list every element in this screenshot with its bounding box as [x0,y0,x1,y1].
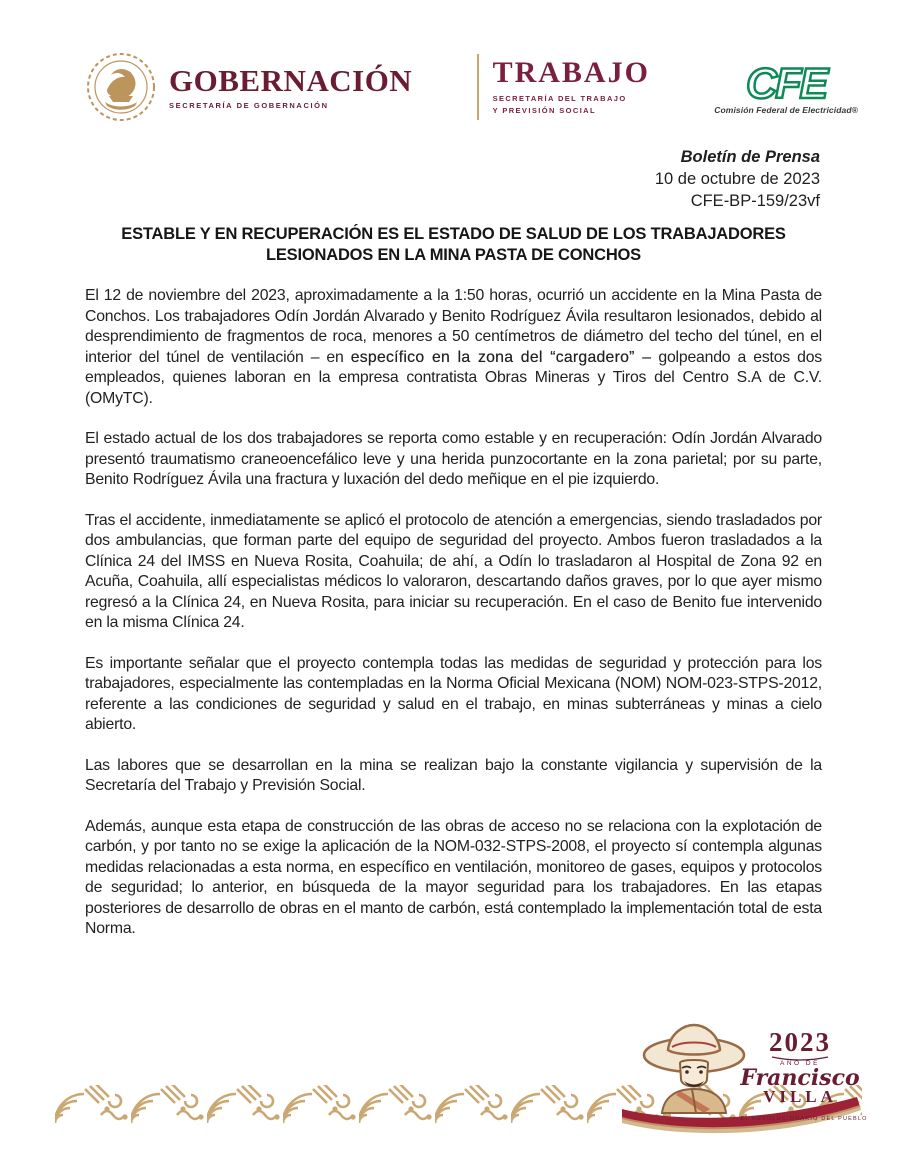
logo-divider [477,54,479,120]
francisco-villa-emblem [622,1017,872,1137]
villa-portrait-icon [644,1025,744,1113]
mexico-eagle-seal-icon [85,50,157,124]
paragraph-6: Además, aunque esta etapa de construcción de las obras de acceso no se relaciona con la explotación de carbón, y por tanto no se exige la aplicación de la NOM-032-STPS-2008, el proyecto sí contempla algunas medidas relacionadas a esta norma, en específico en ventilación, monitoreo de gases, equipos y protocolos de seguridad; lo anterior, en búsqueda de la mayor seguridad para los trabajadores. En las etapas posteriores de desarrollo de obras en el manto de carbón, está contemplado la implementación total de esta Norma. [85,817,822,937]
document-title-line2: LESIONADOS EN LA MINA PASTA DE CONCHOS [266,246,641,264]
document-title [85,224,822,266]
paragraph-1-emphasis: específico en la zona del “cargadero” – [350,348,652,366]
bulletin-meta [655,146,820,212]
trabajo-text [493,58,650,116]
bulletin-date: 10 de octubre de 2023 [654,170,820,188]
cfe-subtitle: Comisión Federal de Electricidad® [714,105,858,116]
paragraph-1 [85,286,822,409]
bulletin-reference: CFE-BP-159/23vf [690,192,820,210]
document-body [85,286,822,960]
trabajo-logo [477,54,650,120]
villa-ano-de: AÑO DE [780,1060,820,1067]
gobernacion-subtitle: SECRETARÍA DE GOBERNACIÓN [169,100,329,110]
cfe-logo [714,59,858,116]
villa-year: 2023 [769,1027,831,1057]
villa-name-script: Francisco [740,1065,860,1091]
paragraph-1-part3: golpeando a estos dos empleados, quienes laboran en la empresa contratista Obras Mineras y Tiros del Centro S.A de C.V. (OMyTC). [85,348,822,407]
paragraph-4: Es importante señalar que el proyecto contempla todas las medidas de seguridad y protección para los trabajadores, especialmente las contempladas en la Norma Oficial Mexicana (NOM) NOM-023-STPS-2012, referente a las condiciones de seguridad y salud en el trabajo, en minas subterráneas y minas a cielo abierto. [85,654,822,733]
trabajo-subtitle-line2: Y PREVISIÓN SOCIAL [492,105,596,115]
paragraph-2: El estado actual de los dos trabajadores se reporta como estable y en recuperación: Odín Jordán Alvarado presentó traumatismo craneoencefálico leve y una herida punzocortante en la zona parietal; por su parte, Benito Rodríguez Ávila una fractura y luxación del dedo meñique en el pie izquierdo. [85,430,822,488]
gobernacion-title: GOBERNACIÓN [169,62,413,98]
paragraph-1-part1: El 12 de noviembre del 2023, aproximadamente a la 1:50 horas, ocurrió un accidente en la Mina Pasta de Conchos. Los trabajadores Odín Jordán Alvarado y Benito Rodríguez Ávila resultaron lesionados, debido al desprendimiento de fragmentos de roca, menores a 50 centímetros de diámetro del techo del túnel, en el interior del túnel de ventilación – en [85,287,822,366]
cfe-title: CFE [746,59,827,108]
header [85,50,858,124]
trabajo-subtitle [493,93,650,116]
paragraph-3: Tras el accidente, inmediatamente se aplicó el protocolo de atención a emergencias, siendo trasladados por dos ambulancias, que forman parte del equipo de seguridad del proyecto. Ambos fueron trasladados a la Clínica 24 del IMSS en Nueva Rosita, Coahuila; de ahí, a Odín lo trasladaron al Hospital de Zona 92 en Acuña, Coahuila, allí especialistas médicos lo valoraron, descartando daños graves, por lo que ayer mismo regresó a la Clínica 24, en Nueva Rosita, para iniciar su recuperación. En el caso de Benito fue intervenido en la misma Clínica 24. [85,511,822,631]
villa-tagline: EL REVOLUCIONARIO DEL PUEBLO [740,1116,868,1122]
document-title-line1: ESTABLE Y EN RECUPERACIÓN ES EL ESTADO DE SALUD DE LOS TRABAJADORES [121,225,786,243]
gobernacion-logo [85,50,412,124]
trabajo-title: TRABAJO [492,56,650,90]
bulletin-label: Boletín de Prensa [680,148,820,166]
gobernacion-text [169,62,413,110]
villa-name-caps: VILLA [763,1087,837,1106]
trabajo-subtitle-line1: SECRETARÍA DEL TRABAJO [492,94,627,104]
paragraph-5: Las labores que se desarrollan en la mina se realizan bajo la constante vigilancia y supervisión de la Secretaría del Trabajo y Previsión Social. [85,756,822,794]
footer [0,1017,900,1137]
